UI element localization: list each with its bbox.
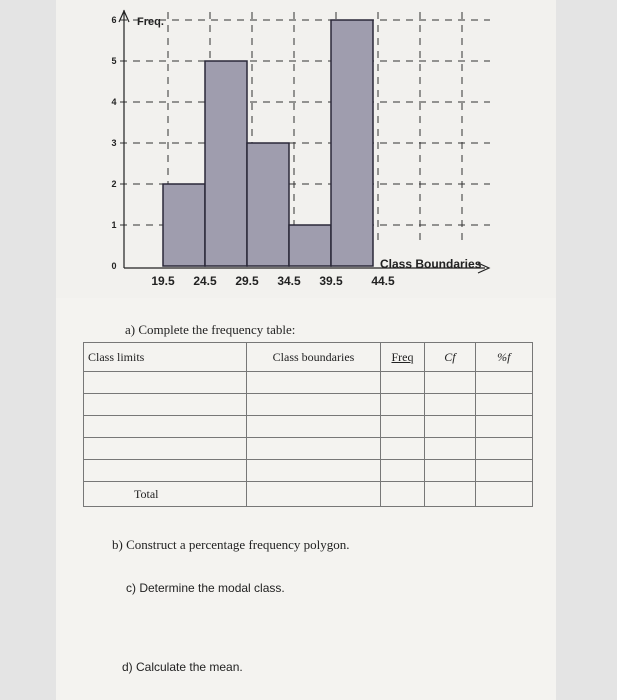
- y-tick-label: 0: [111, 261, 117, 271]
- header-cf: Cf: [425, 343, 475, 372]
- table-cell[interactable]: [84, 372, 247, 394]
- x-tick-label: 29.5: [235, 274, 259, 288]
- x-tick-label: 24.5: [193, 274, 217, 288]
- question-d: d) Calculate the mean.: [122, 660, 243, 674]
- table-header-row: [84, 343, 533, 372]
- total-cell[interactable]: [475, 482, 532, 507]
- table-row: [84, 372, 533, 394]
- y-tick-label: 4: [111, 97, 117, 107]
- table-row: [84, 438, 533, 460]
- y-tick-label: 6: [111, 15, 117, 25]
- table-cell[interactable]: [380, 372, 424, 394]
- histogram-bar: [163, 184, 205, 266]
- table-row: [84, 416, 533, 438]
- table-cell[interactable]: [425, 416, 475, 438]
- table-cell[interactable]: [475, 460, 532, 482]
- table-cell[interactable]: [425, 460, 475, 482]
- y-tick-label: 5: [111, 56, 117, 66]
- table-cell[interactable]: [475, 438, 532, 460]
- question-b: b) Construct a percentage frequency polygon.: [112, 537, 350, 552]
- table-row: [84, 394, 533, 416]
- table-cell[interactable]: [247, 372, 380, 394]
- x-tick-label: 19.5: [151, 274, 175, 288]
- y-tick-label: 2: [111, 179, 117, 189]
- header-class-boundaries: Class boundaries: [247, 343, 380, 372]
- table-cell[interactable]: [247, 416, 380, 438]
- header-class-limits: Class limits: [84, 343, 247, 372]
- total-label: Total: [84, 482, 247, 507]
- histogram-bar: [331, 20, 373, 266]
- table-cell[interactable]: [84, 460, 247, 482]
- histogram-bar: [289, 225, 331, 266]
- table-cell[interactable]: [84, 416, 247, 438]
- header-freq: Freq: [380, 343, 424, 372]
- y-tick-label: 1: [111, 220, 117, 230]
- total-cell[interactable]: [247, 482, 380, 507]
- y-tick-label: 3: [111, 138, 117, 148]
- table-cell[interactable]: [247, 438, 380, 460]
- x-tick-label: 39.5: [319, 274, 343, 288]
- histogram-bars: [163, 20, 373, 266]
- table-row: [84, 460, 533, 482]
- table-cell[interactable]: [475, 416, 532, 438]
- table-cell[interactable]: [84, 438, 247, 460]
- table-cell[interactable]: [247, 460, 380, 482]
- table-cell[interactable]: [380, 394, 424, 416]
- table-cell[interactable]: [425, 438, 475, 460]
- histogram-chart: [0, 0, 617, 300]
- histogram-bar: [205, 61, 247, 266]
- x-tick-label: 44.5: [371, 274, 395, 288]
- frequency-table: [83, 342, 533, 507]
- table-cell[interactable]: [425, 394, 475, 416]
- question-a: a) Complete the frequency table:: [125, 322, 296, 337]
- table-cell[interactable]: [475, 394, 532, 416]
- table-cell[interactable]: [84, 394, 247, 416]
- histogram-bar: [247, 143, 289, 266]
- table-cell[interactable]: [247, 394, 380, 416]
- total-cell[interactable]: [425, 482, 475, 507]
- x-axis-label: Class Boundaries: [380, 257, 482, 271]
- table-cell[interactable]: [425, 372, 475, 394]
- table-body: [84, 372, 533, 482]
- question-c: c) Determine the modal class.: [126, 581, 285, 595]
- total-cell[interactable]: [380, 482, 424, 507]
- table-cell[interactable]: [380, 438, 424, 460]
- table-cell[interactable]: [380, 460, 424, 482]
- header-percent-f: %f: [475, 343, 532, 372]
- table-cell[interactable]: [475, 372, 532, 394]
- table-total-row: [84, 482, 533, 507]
- y-axis-label: Freq.: [137, 16, 164, 28]
- table-cell[interactable]: [380, 416, 424, 438]
- x-tick-label: 34.5: [277, 274, 301, 288]
